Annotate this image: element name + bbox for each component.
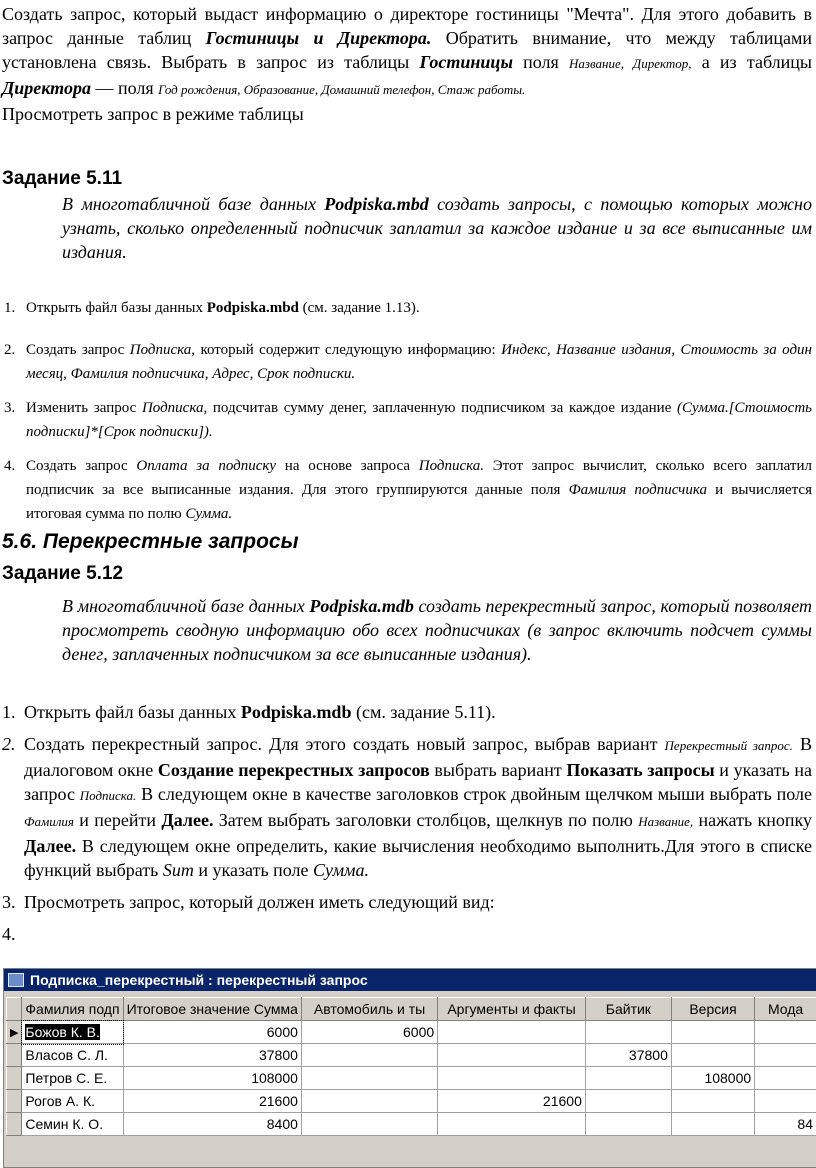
table-cell[interactable] <box>585 1021 671 1044</box>
table-cell[interactable] <box>301 1090 437 1113</box>
table-row[interactable] <box>7 1067 816 1090</box>
task-5-12-description: В многотабличной базе данных Podpiska.mdb создать перекрестный запрос, который позволяет просмотреть сводную информацию обо всех подписчиках (в запрос включить подсчет суммы денег, заплаченных подписчиком за все выписанные издания). <box>62 594 812 666</box>
table-cell[interactable]: 108000 <box>123 1067 301 1090</box>
table-cell[interactable]: 37800 <box>585 1044 671 1067</box>
table-cell[interactable]: 21600 <box>123 1090 301 1113</box>
table-row[interactable] <box>7 1090 816 1113</box>
table-cell[interactable] <box>438 1113 586 1136</box>
column-header[interactable]: Мода <box>755 998 816 1021</box>
table-cell[interactable]: Божов К. В. <box>22 1021 123 1044</box>
list-item: 2. Создать запрос Подписка, который содержит следующую информацию: Индекс, Название издания, Стоимость за один месяц, Фамилия подписчика, Адрес, Срок подписки. <box>4 338 812 386</box>
row-selector-header[interactable] <box>7 998 22 1021</box>
row-selector[interactable] <box>7 1113 22 1136</box>
table-cell[interactable]: 8400 <box>123 1113 301 1136</box>
row-selector[interactable] <box>7 1090 22 1113</box>
section-5-6-heading: 5.6. Перекрестные запросы <box>2 530 299 554</box>
datasheet-grid[interactable] <box>6 997 816 1136</box>
table-cell[interactable] <box>438 1067 586 1090</box>
list-item: 1. Открыть файл базы данных Podpiska.mbd (см. задание 1.13). <box>4 296 812 320</box>
task-5-11-heading: Задание 5.11 <box>2 168 122 190</box>
intro <box>2 2 812 126</box>
table-cell[interactable] <box>671 1113 754 1136</box>
list-item: 4. <box>2 922 812 946</box>
task-5-12-steps <box>2 700 812 946</box>
table-cell[interactable] <box>438 1044 586 1067</box>
table-cell[interactable] <box>671 1090 754 1113</box>
task-5-11-steps <box>4 296 812 526</box>
table-cell[interactable]: 108000 <box>671 1067 754 1090</box>
list-item: 1. Открыть файл базы данных Podpiska.mdb (см. задание 5.11). <box>2 700 812 724</box>
table-cell[interactable] <box>755 1044 816 1067</box>
query-icon <box>8 973 24 987</box>
table-row[interactable] <box>7 1021 816 1044</box>
column-header[interactable]: Фамилия подп <box>22 998 123 1021</box>
list-item: 4. Создать запрос Оплата за подписку на основе запроса Подписка. Этот запрос вычислит, сколько всего заплатил подписчик за все выписанные издания. Для этого группируются данные поля Фамилия подписчика и вычисляется итоговая сумма по полю Сумма. <box>4 454 812 526</box>
list-item: 3. Просмотреть запрос, который должен иметь следующий вид: <box>2 890 812 914</box>
row-selector[interactable] <box>7 1044 22 1067</box>
table-cell[interactable] <box>755 1090 816 1113</box>
header-row <box>7 998 816 1021</box>
column-header[interactable]: Байтик <box>585 998 671 1021</box>
table-cell[interactable]: Семин К. О. <box>22 1113 123 1136</box>
column-header[interactable]: Версия <box>671 998 754 1021</box>
column-header[interactable]: Автомобиль и ты <box>301 998 437 1021</box>
table-cell[interactable]: Власов С. Л. <box>22 1044 123 1067</box>
table-row[interactable] <box>7 1113 816 1136</box>
table-row[interactable] <box>7 1044 816 1067</box>
list-item: 2. Создать перекрестный запрос. Для этого создать новый запрос, выбрав вариант Перекрестный запрос. В диалоговом окне Создание перекрестных запросов выбрать вариант Показать запросы и указать на запрос Подписка. В следующем окне в качестве заголовков строк двойным щелчком мыши выбрать поле Фамилия и перейти Далее. Затем выбрать заголовки столбцов, щелкнув по полю Название, нажать кнопку Далее. В следующем окне определить, какие вычисления необходимо выполнить.Для этого в списке функций выбрать Sum и указать поле Сумма. <box>2 732 812 882</box>
current-record-icon[interactable]: ▶ <box>7 1021 22 1044</box>
column-header[interactable]: Итоговое значение Сумма <box>123 998 301 1021</box>
table-cell[interactable] <box>585 1090 671 1113</box>
table-cell[interactable] <box>755 1021 816 1044</box>
table-cell[interactable] <box>301 1044 437 1067</box>
table-cell[interactable]: 21600 <box>438 1090 586 1113</box>
intro-view-line: Просмотреть запрос в режиме таблицы <box>2 102 812 126</box>
crosstab-query-window[interactable] <box>3 968 816 1168</box>
table-cell[interactable] <box>301 1067 437 1090</box>
list-item: 3. Изменить запрос Подписка, подсчитав сумму денег, заплаченную подписчиком за каждое издание (Сумма.[Стоимость подписки]*[Срок подписки]). <box>4 396 812 444</box>
table-cell[interactable] <box>438 1021 586 1044</box>
table-cell[interactable]: 84 <box>755 1113 816 1136</box>
row-selector[interactable] <box>7 1067 22 1090</box>
table-cell[interactable]: 6000 <box>123 1021 301 1044</box>
table-cell[interactable] <box>671 1021 754 1044</box>
table-cell[interactable]: Петров С. Е. <box>22 1067 123 1090</box>
window-titlebar[interactable] <box>4 969 816 991</box>
task-5-11-description: В многотабличной базе данных Podpiska.mbd создать запросы, с помощью которых можно узнать, сколько определенный подписчик заплатил за каждое издание и за все выписанные им издания. <box>62 192 812 264</box>
table-cell[interactable] <box>585 1113 671 1136</box>
table-cell[interactable] <box>755 1067 816 1090</box>
table-cell[interactable] <box>585 1067 671 1090</box>
column-header[interactable]: Аргументы и факты <box>438 998 586 1021</box>
intro-paragraph: Создать запрос, который выдаст информацию о директоре гостиницы "Мечта". Для этого добавить в запрос данные таблиц Гостиницы и Директора. Обратить внимание, что между таблицами установлена связь. Выбрать в запрос из таблицы Гостиницы поля Название, Директор, а из таблицы Директора — поля Год рождения, Образование, Домашний телефон, Стаж работы. <box>2 2 812 102</box>
table-cell[interactable]: 6000 <box>301 1021 437 1044</box>
table-cell[interactable]: 37800 <box>123 1044 301 1067</box>
table-cell[interactable] <box>301 1113 437 1136</box>
table-cell[interactable] <box>671 1044 754 1067</box>
window-title: Подписка_перекрестный : перекрестный запрос <box>30 969 368 991</box>
task-5-12-heading: Задание 5.12 <box>2 563 123 585</box>
table-cell[interactable]: Рогов А. К. <box>22 1090 123 1113</box>
